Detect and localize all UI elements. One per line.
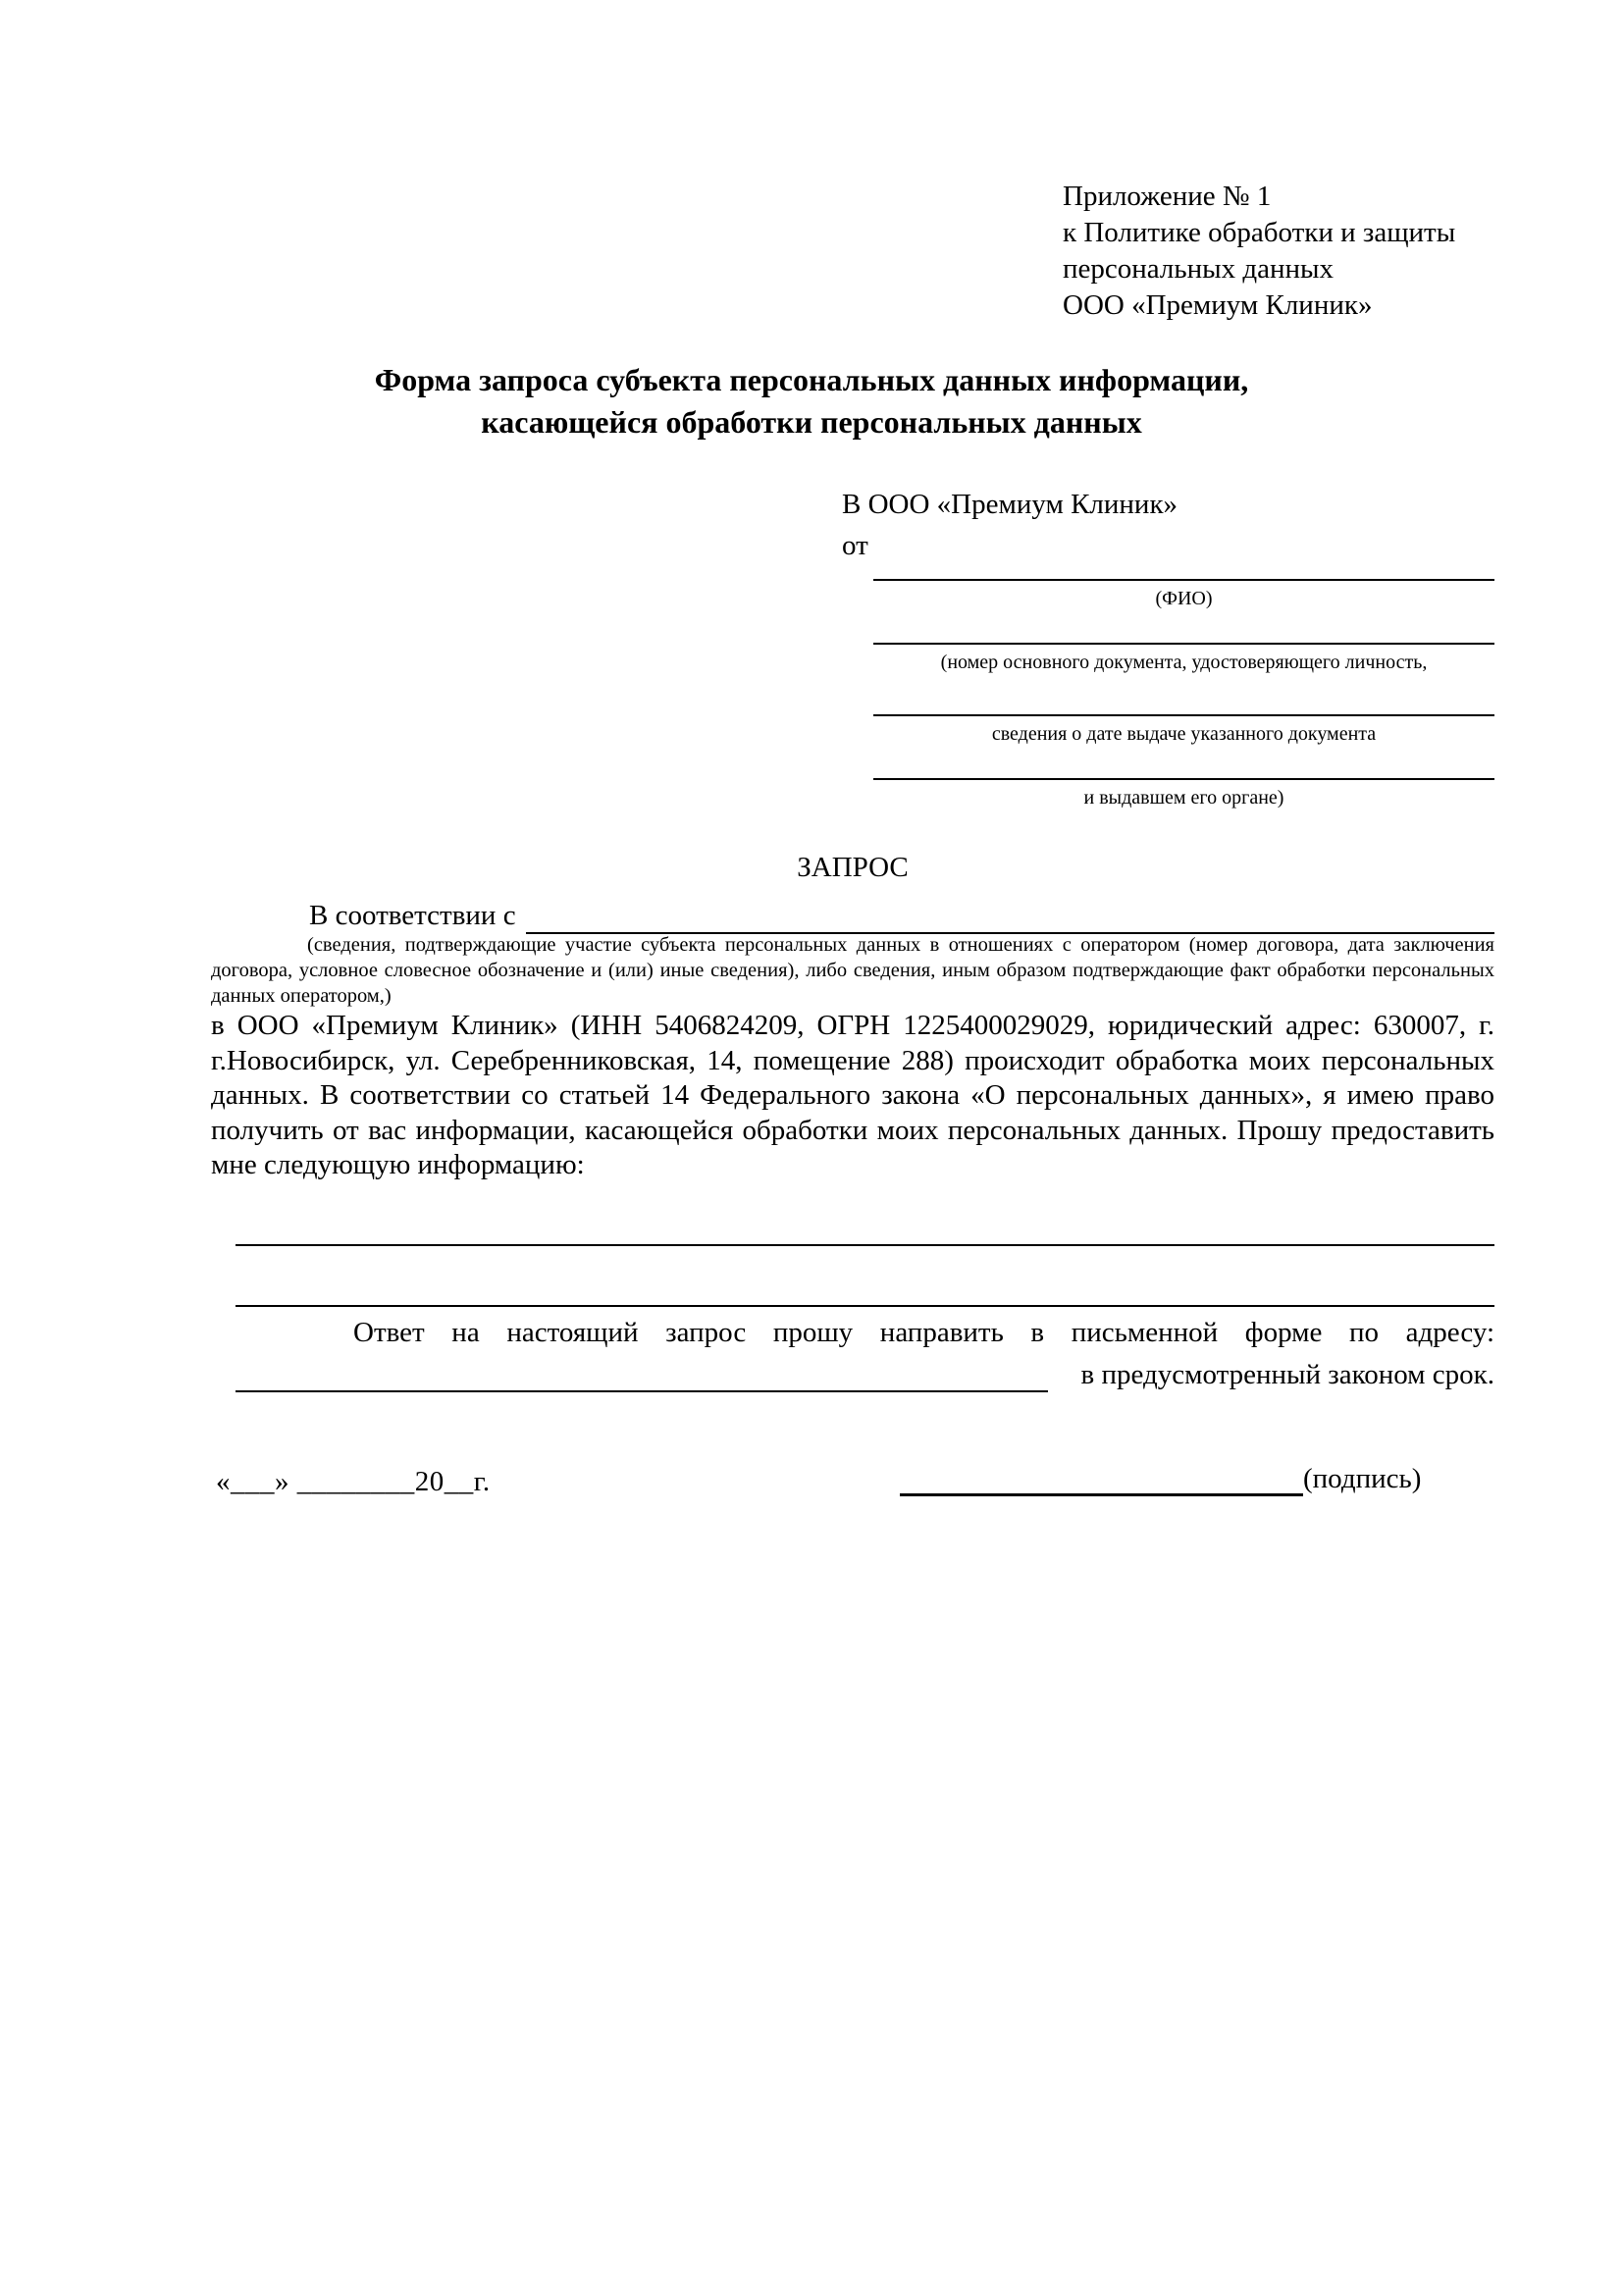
response-address-row [211,1355,1494,1392]
signature-field-line [900,1461,1303,1496]
information-field-line-1 [236,1244,1494,1246]
accordance-row [211,897,1494,934]
document-number-field-line [873,643,1494,645]
addressee-to: В ООО «Премиум Клиник» [842,489,1178,520]
page-title [170,359,1453,444]
appendix-line: к Политике обработки и защиты [1063,217,1456,248]
fine-print-note: (сведения, подтверждающие участие субъекта персональных данных в отношениях с оператором (номер договора, дата заключения договора, условное словесное обозначение и (или) иные сведения), либо сведения, иным образом подтверждающие факт обработки персональных данных оператором,) [211,934,1494,1007]
appendix-line: Приложение № 1 [1063,181,1272,212]
document-number-caption: (номер основного документа, удостоверяющего личность, [940,652,1428,673]
fio-caption: (ФИО) [1155,588,1213,609]
response-instruction: Ответ на настоящий запрос прошу направить в письменной форме по адресу: [353,1317,1494,1348]
signature-block [900,1461,1421,1496]
signature-caption: (подпись) [1303,1463,1422,1494]
accordance-field-line [526,903,1494,934]
fio-field-line [873,579,1494,581]
addressee-from-label: от [842,530,868,561]
issuing-authority-caption: и выдавшем его органе) [1083,787,1284,809]
address-field-line [236,1357,1048,1392]
appendix-header [1063,179,1534,324]
issuing-authority-field-line [873,778,1494,780]
page-title-line: касающейся обработки персональных данных [481,404,1142,440]
request-body-paragraph: в ООО «Премиум Клиник» (ИНН 5406824209, ОГРН 1225400029029, юридический адрес: 630007, г. г.Новосибирск, ул. Серебренниковская, 14, помещение 288) происходит обработка моих персональных данных. В соответствии со статьей 14 Федерального закона «О персональных данных», я имею право получить от вас информации, касающейся обработки моих персональных данных. Прошу предоставить мне следующую информацию: [211,1010,1494,1180]
date-field-line: «___» ________20__г. [216,1466,491,1497]
issue-date-caption: сведения о дате выдаче указанного документа [991,723,1377,745]
accordance-label: В соответствии с [309,900,516,931]
appendix-line: персональных данных [1063,253,1335,285]
request-heading: ЗАПРОС [797,852,909,883]
page-title-line: Форма запроса субъекта персональных данных информации, [374,362,1249,397]
issue-date-field-line [873,714,1494,716]
information-field-line-2 [236,1305,1494,1307]
appendix-line: ООО «Премиум Клиник» [1063,289,1373,321]
response-tail-text: в предусмотренный законом срок. [1080,1359,1494,1390]
